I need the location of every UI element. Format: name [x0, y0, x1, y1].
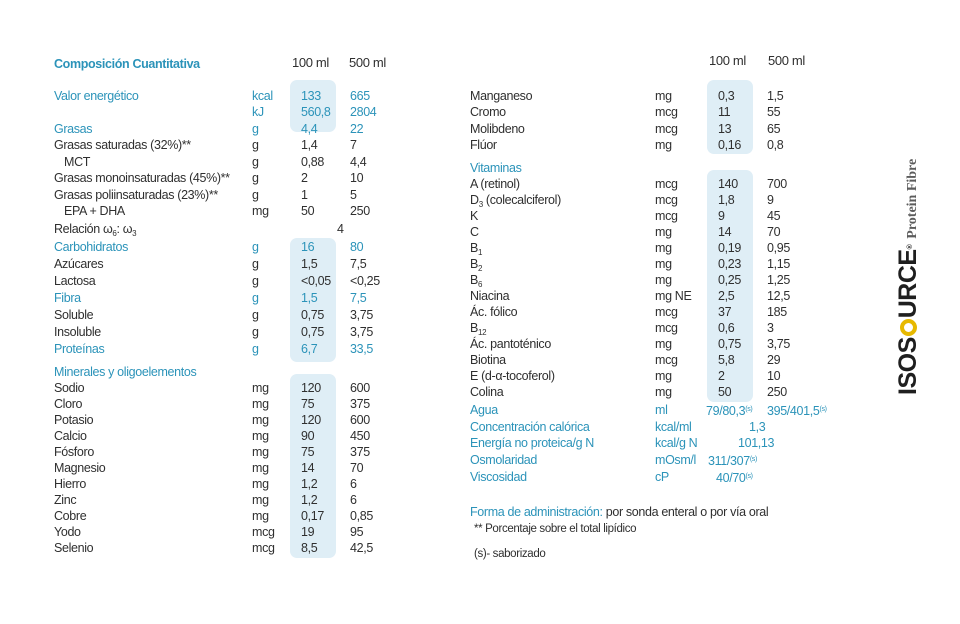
left-row-unit: mg	[252, 509, 269, 523]
left-row-value-500ml: 10	[350, 171, 364, 185]
right-row-label: $B_6$	[470, 273, 483, 289]
left-row-value-500ml: 22	[350, 122, 364, 136]
right-row-unit: mg	[655, 385, 672, 399]
left-row-value-500ml: 95	[350, 525, 364, 539]
right-row-unit: kcal/ml	[655, 420, 692, 434]
right-row-label: C	[470, 225, 479, 239]
right-row-label: K	[470, 209, 478, 223]
right-row-unit: mcg	[655, 321, 678, 335]
left-row-label: Relación $\omega_6$: $\omega_3$	[54, 222, 137, 238]
left-row-label: Grasas	[54, 122, 93, 136]
left-row-value-500ml: 7	[350, 138, 357, 152]
right-row-value-100ml: 0,75	[718, 337, 741, 351]
left-row-unit: g	[252, 188, 259, 202]
left-row-value-500ml: 3,75	[350, 308, 373, 322]
right-row-label: Flúor	[470, 138, 497, 152]
right-row-label: Cromo	[470, 105, 506, 119]
left-row-value-500ml: 375	[350, 397, 370, 411]
right-row-value-100ml: 2	[718, 369, 725, 383]
left-row-value-100ml: 1,2	[301, 493, 318, 507]
right-row-unit: mcg	[655, 177, 678, 191]
left-row-label: Soluble	[54, 308, 94, 322]
left-row-unit: g	[252, 342, 259, 356]
left-row-value-500ml: <0,25	[350, 274, 380, 288]
right-row-value-500ml: 1,25	[767, 273, 790, 287]
right-row-value-100ml: 140	[718, 177, 738, 191]
left-table-title: Composición Cuantitativa	[54, 57, 200, 71]
left-row-label: Insoluble	[54, 325, 101, 339]
right-row-value-500ml: 3,75	[767, 337, 790, 351]
right-row-label: Ác. fólico	[470, 305, 518, 319]
left-row-unit: mg	[252, 413, 269, 427]
right-row-unit: mg	[655, 273, 672, 287]
left-row-value-500ml: 7,5	[350, 257, 367, 271]
left-row-unit: kcal	[252, 89, 273, 103]
left-row-label: Minerales y oligoelementos	[54, 365, 197, 379]
left-row-label: Carbohidratos	[54, 240, 128, 254]
right-row-value-100ml: 0,25	[718, 273, 741, 287]
logo-ring-icon	[900, 319, 917, 336]
right-row-combined-value: 101,13	[738, 436, 775, 450]
right-row-value-100ml: 2,5	[718, 289, 735, 303]
right-row-value-100ml: 13	[718, 122, 732, 136]
left-row-value-500ml: 5	[350, 188, 357, 202]
right-row-unit: mcg	[655, 305, 678, 319]
left-row-value-500ml: 2804	[350, 105, 377, 119]
right-row-value-100ml: 0,6	[718, 321, 735, 335]
right-row-value-500ml: 185	[767, 305, 787, 319]
left-row-label: Cobre	[54, 509, 87, 523]
left-row-value-500ml: 450	[350, 429, 370, 443]
right-row-unit: ml	[655, 403, 668, 417]
right-row-value-500ml: 0,8	[767, 138, 784, 152]
left-row-unit: g	[252, 155, 259, 169]
right-row-label: E (d-α-tocoferol)	[470, 369, 555, 383]
right-row-value-100ml: 9	[718, 209, 725, 223]
left-row-unit: mg	[252, 204, 269, 218]
right-row-unit: kcal/g N	[655, 436, 698, 450]
left-row-unit: g	[252, 138, 259, 152]
left-row-value-100ml: 19	[301, 525, 315, 539]
left-row-value-500ml: 250	[350, 204, 370, 218]
right-row-value-500ml: 1,5	[767, 89, 784, 103]
left-row-value-100ml: 50	[301, 204, 315, 218]
left-row-label: EPA + DHA	[64, 204, 125, 218]
left-row-value-500ml: 375	[350, 445, 370, 459]
left-row-value-100ml: 120	[301, 381, 321, 395]
right-row-value-100ml: 14	[718, 225, 732, 239]
left-row-value-100ml: 8,5	[301, 541, 318, 555]
right-row-label: A (retinol)	[470, 177, 520, 191]
right-row-value-100ml: 37	[718, 305, 732, 319]
left-row-value-100ml: 2	[301, 171, 308, 185]
left-row-label: Fibra	[54, 291, 81, 305]
left-row-label: Zinc	[54, 493, 77, 507]
right-row-value-500ml: 9	[767, 193, 774, 207]
brand-logo-text	[894, 245, 923, 395]
left-row-unit: mg	[252, 445, 269, 459]
left-row-value-100ml: 16	[301, 240, 315, 254]
right-row-unit: mcg	[655, 209, 678, 223]
brand-logo-suffix: URCE	[894, 249, 922, 319]
right-row-label: $B_{12}$	[470, 321, 487, 337]
left-row-label: Magnesio	[54, 461, 106, 475]
right-row-value-500ml: 12,5	[767, 289, 790, 303]
right-row-unit: cP	[655, 470, 669, 484]
left-row-unit: g	[252, 257, 259, 271]
left-row-unit: g	[252, 308, 259, 322]
right-row-label: Biotina	[470, 353, 506, 367]
right-row-value-100ml: 1,8	[718, 193, 735, 207]
right-row-label: Niacina	[470, 289, 510, 303]
right-row-value-100ml: 0,3	[718, 89, 735, 103]
right-row-label: Viscosidad	[470, 470, 527, 484]
right-row-unit: mOsm/l	[655, 453, 696, 467]
left-row-value-500ml: 0,85	[350, 509, 373, 523]
right-row-label: $D_3$ (colecalciferol)	[470, 193, 561, 209]
right-row-unit: mg	[655, 241, 672, 255]
left-row-value-100ml: 1	[301, 188, 308, 202]
right-row-value-100ml: 0,19	[718, 241, 741, 255]
right-row-value-100ml: 11	[718, 105, 731, 119]
right-row-unit: mg	[655, 257, 672, 271]
right-row-value-500ml: 0,95	[767, 241, 790, 255]
right-row-combined-value: 311/307$^{(s)}$	[708, 454, 757, 468]
right-row-value-500ml: 1,15	[767, 257, 790, 271]
right-row-unit: mg	[655, 337, 672, 351]
left-row-value-100ml: 75	[301, 397, 315, 411]
left-row-value-100ml: 90	[301, 429, 315, 443]
right-row-value-100ml: 5,8	[718, 353, 735, 367]
left-col-header-100ml: 100 ml	[292, 55, 329, 70]
right-row-value-500ml: 29	[767, 353, 781, 367]
left-row-value-100ml: 1,5	[301, 291, 318, 305]
right-row-label: Osmolaridad	[470, 453, 538, 467]
left-row-value-500ml: 600	[350, 413, 370, 427]
left-row-value-500ml: 42,5	[350, 541, 373, 555]
left-row-value-100ml: 560,8	[301, 105, 331, 119]
right-col-header-500ml: 500 ml	[768, 53, 805, 68]
right-row-combined-value: 40/70$^{(s)}$	[716, 471, 753, 485]
left-row-value-500ml: 665	[350, 89, 370, 103]
left-row-label: Fósforo	[54, 445, 94, 459]
left-row-label: Grasas monoinsaturadas (45%)**	[54, 171, 230, 185]
left-row-value-500ml: 600	[350, 381, 370, 395]
right-row-unit: mcg	[655, 122, 678, 136]
right-row-label: Ác. pantoténico	[470, 337, 551, 351]
right-row-unit: mcg	[655, 353, 678, 367]
right-row-label: Energía no proteica/g N	[470, 436, 594, 450]
isosource-brand-logo	[894, 159, 923, 395]
administration-text: por sonda enteral o por vía oral	[602, 505, 769, 519]
left-row-value-100ml: 0,75	[301, 325, 324, 339]
right-row-value-500ml: 70	[767, 225, 781, 239]
left-row-value-100ml: 120	[301, 413, 321, 427]
right-row-unit: mg NE	[655, 289, 692, 303]
right-row-unit: mg	[655, 225, 672, 239]
left-row-label: Potasio	[54, 413, 94, 427]
left-row-label: Proteínas	[54, 342, 105, 356]
left-row-value-100ml: 6,7	[301, 342, 318, 356]
left-row-unit: g	[252, 171, 259, 185]
left-row-unit: mg	[252, 397, 269, 411]
left-row-value-500ml: 33,5	[350, 342, 373, 356]
right-row-label: Concentración calórica	[470, 420, 590, 434]
right-row-unit: mcg	[655, 193, 678, 207]
right-row-combined-value: 1,3	[749, 420, 766, 434]
right-row-label: Colina	[470, 385, 504, 399]
right-row-value-100ml: 0,16	[718, 138, 741, 152]
right-row-label: Molibdeno	[470, 122, 525, 136]
left-row-unit: mg	[252, 461, 269, 475]
left-row-value-500ml: 6	[350, 493, 357, 507]
left-row-value-100ml: 0,17	[301, 509, 324, 523]
right-row-value-100ml: 0,23	[718, 257, 741, 271]
right-row-value-500ml: 65	[767, 122, 781, 136]
right-row-value-500ml: 700	[767, 177, 787, 191]
left-row-unit: mg	[252, 477, 269, 491]
left-col-header-500ml: 500 ml	[349, 55, 386, 70]
footnote-flavored: (s)- saborizado	[474, 548, 546, 560]
left-row-unit: g	[252, 122, 259, 136]
right-row-label: $B_1$	[470, 241, 483, 257]
right-col-header-100ml: 100 ml	[709, 53, 746, 68]
left-row-unit: g	[252, 274, 259, 288]
right-row-label: Vitaminas	[470, 161, 522, 175]
right-row-unit: mg	[655, 369, 672, 383]
footnote-lipid-percentage: ** Porcentaje sobre el total lipídico	[474, 523, 637, 535]
right-row-value-100ml: 50	[718, 385, 732, 399]
right-row-label: $B_2$	[470, 257, 483, 273]
left-row-value-500ml: 4,4	[350, 155, 367, 169]
registered-mark: ®	[907, 244, 914, 250]
right-row-unit: mg	[655, 89, 672, 103]
left-row-label: MCT	[64, 155, 91, 169]
left-row-value-100ml: 133	[301, 89, 321, 103]
left-row-value-100ml: 14	[301, 461, 315, 475]
right-row-value-500ml: 55	[767, 105, 781, 119]
right-row-unit: mcg	[655, 105, 678, 119]
right-row-value-500ml: 10	[767, 369, 781, 383]
right-row-label: Manganeso	[470, 89, 533, 103]
left-row-value-100ml: 1,4	[301, 138, 318, 152]
left-row-label: Lactosa	[54, 274, 96, 288]
left-row-label: Cloro	[54, 397, 83, 411]
left-row-label: Yodo	[54, 525, 81, 539]
left-row-unit: kJ	[252, 105, 264, 119]
left-row-value-100ml: 75	[301, 445, 315, 459]
left-row-value-500ml: 3,75	[350, 325, 373, 339]
administration-label: Forma de administración:	[470, 505, 603, 519]
right-row-value-500ml: 45	[767, 209, 781, 223]
left-row-unit: mg	[252, 381, 269, 395]
brand-logo-prefix: ISOS	[894, 337, 922, 395]
left-row-unit: mcg	[252, 541, 275, 555]
left-row-label: Grasas saturadas (32%)**	[54, 138, 191, 152]
left-row-combined-value: 4	[337, 222, 344, 236]
left-row-value-500ml: 6	[350, 477, 357, 491]
left-row-value-500ml: 80	[350, 240, 364, 254]
right-row-value-500ml: 395/401,5$^{(s)}$	[767, 404, 827, 418]
left-row-label: Sodio	[54, 381, 85, 395]
right-row-value-500ml: 250	[767, 385, 787, 399]
left-row-value-100ml: 4,4	[301, 122, 318, 136]
left-row-value-100ml: 1,5	[301, 257, 318, 271]
left-row-label: Selenio	[54, 541, 94, 555]
left-row-value-100ml: 0,88	[301, 155, 324, 169]
left-row-value-100ml: 0,75	[301, 308, 324, 322]
left-row-value-500ml: 70	[350, 461, 364, 475]
right-row-label: Agua	[470, 403, 498, 417]
left-row-label: Valor energético	[54, 89, 139, 103]
left-row-label: Azúcares	[54, 257, 104, 271]
left-row-unit: g	[252, 325, 259, 339]
left-row-unit: mg	[252, 493, 269, 507]
left-row-label: Calcio	[54, 429, 87, 443]
administration-note	[470, 504, 768, 520]
right-row-value-500ml: 3	[767, 321, 774, 335]
left-row-label: Grasas poliinsaturadas (23%)**	[54, 188, 218, 202]
left-row-value-100ml: <0,05	[301, 274, 331, 288]
left-row-unit: g	[252, 240, 259, 254]
left-row-unit: g	[252, 291, 259, 305]
left-row-unit: mg	[252, 429, 269, 443]
right-row-value-100ml: 79/80,3$^{(s)}$	[706, 404, 753, 418]
left-row-value-100ml: 1,2	[301, 477, 318, 491]
left-row-unit: mcg	[252, 525, 275, 539]
right-row-unit: mg	[655, 138, 672, 152]
left-row-label: Hierro	[54, 477, 86, 491]
left-row-value-500ml: 7,5	[350, 291, 367, 305]
brand-product-name: Protein Fibre	[905, 158, 920, 239]
